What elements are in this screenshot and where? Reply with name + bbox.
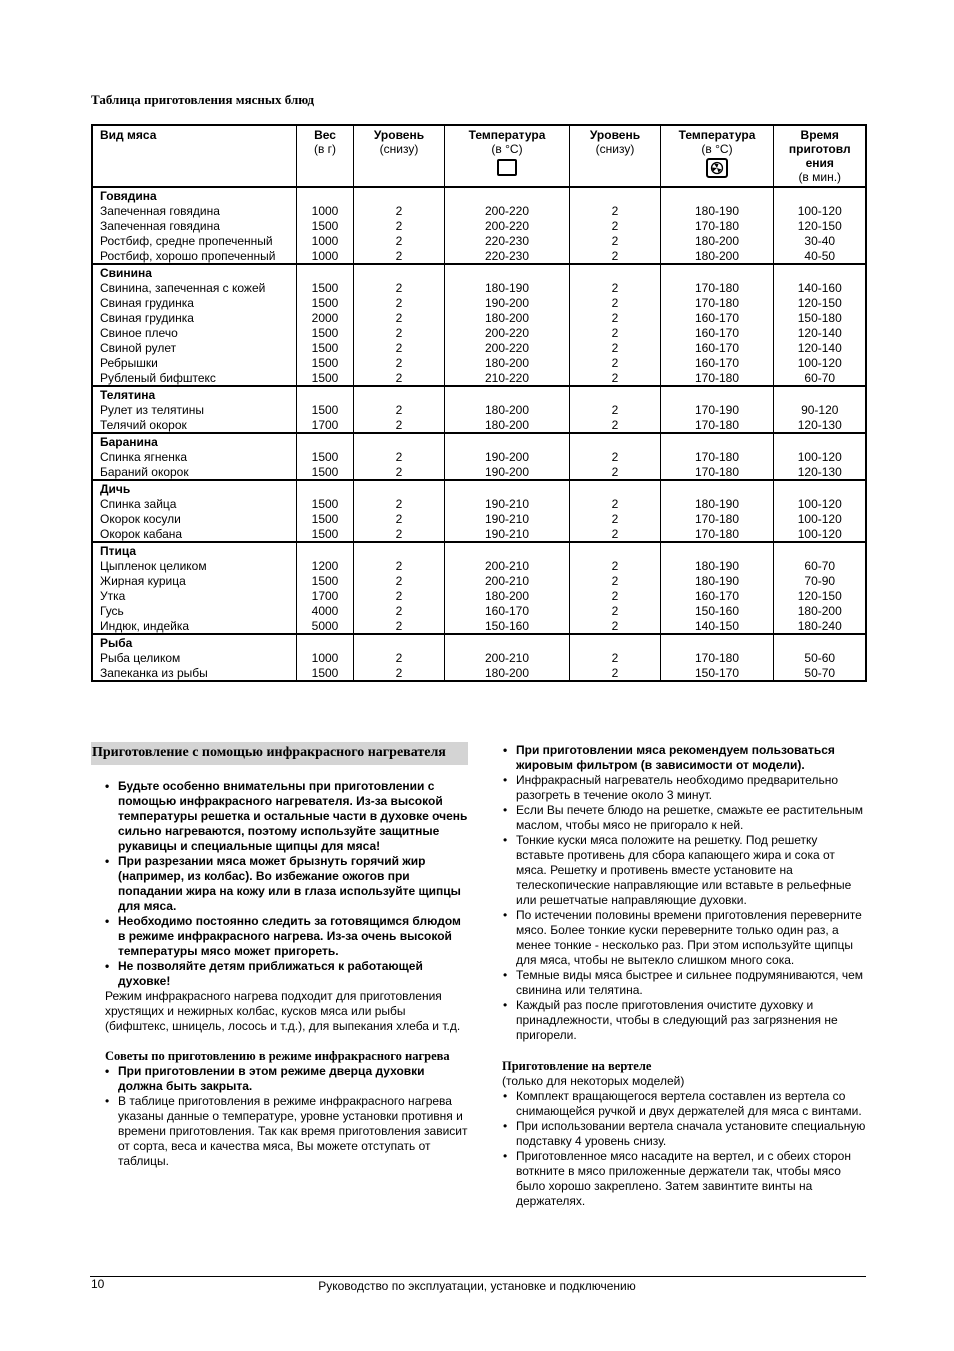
table-cell [773,542,866,558]
table-cell: 2 [569,280,660,295]
table-cell: 2 [569,665,660,681]
table-title: Таблица приготовления мясных блюд [91,92,315,107]
table-cell [569,480,660,496]
table-cell: Запеченная говядина [92,203,296,218]
table-cell: Ростбиф, средне пропеченный [92,233,296,248]
table-cell: 1000 [296,233,353,248]
table-cell: 200-220 [444,340,569,355]
table-cell: 2 [353,248,444,264]
footer-divider [90,1276,866,1277]
list-item: • Если Вы печете блюдо на решетке, смажьте ее растительным маслом, чтобы мясо не пригорало к ней. [502,803,866,833]
table-cell: 140-160 [773,280,866,295]
table-cell: 2 [353,558,444,573]
table-row [92,325,866,340]
table-cell [353,634,444,650]
table-row [92,355,866,370]
table-cell: 1700 [296,588,353,603]
table-row [92,295,866,310]
table-cell: 2 [353,588,444,603]
table-cell: 180-190 [660,496,773,511]
page-number: 10 [91,1277,105,1291]
table-cell: 190-200 [444,295,569,310]
table-cell [773,634,866,650]
table-cell: Рубленый бифштекс [92,370,296,386]
table-group-row [92,480,866,496]
header-time: Время приготовл ения (в мин.) [773,125,866,187]
table-cell: 1500 [296,295,353,310]
table-cell: 2 [569,449,660,464]
table-row [92,417,866,433]
table-cell [353,480,444,496]
table-cell: 190-200 [444,464,569,480]
table-cell: 2 [569,248,660,264]
table-cell: 1200 [296,558,353,573]
table-cell: 100-120 [773,511,866,526]
table-group-row [92,187,866,203]
table-cell: 180-200 [444,417,569,433]
table-cell: 2 [353,603,444,618]
list-item: • Инфракрасный нагреватель необходимо предварительно разогреть в течение около 3 минут. [502,773,866,803]
footer-text: Руководство по эксплуатации, установке и подключению [318,1279,636,1293]
table-cell: Гусь [92,603,296,618]
table-cell: 2 [353,618,444,634]
table-row [92,340,866,355]
infrared-paragraph: Режим инфракрасного нагрева подходит для приготовления хрустящих и нежирных колбас, кусков мяса или рыбы (бифштекс, шницель, лосось и т.д.), для выпекания хлеба и т.д. [105,989,461,1033]
table-cell: 2 [353,650,444,665]
table-cell: 2 [569,295,660,310]
table-row [92,449,866,464]
table-cell [444,386,569,402]
table-cell: 100-120 [773,449,866,464]
table-cell [296,634,353,650]
table-cell: 40-50 [773,248,866,264]
table-row [92,665,866,681]
group-name-cell: Говядина [92,187,296,203]
table-cell: 1500 [296,464,353,480]
table-cell: 2 [353,402,444,417]
table-cell: Ростбиф, хорошо пропеченный [92,248,296,264]
table-cell: 200-210 [444,650,569,665]
table-cell [444,187,569,203]
infrared-warnings [104,779,468,989]
table-cell: 170-180 [660,295,773,310]
table-row [92,233,866,248]
table-cell: 180-190 [444,280,569,295]
table-cell: 1500 [296,355,353,370]
table-cell: 170-180 [660,218,773,233]
table-cell: 1500 [296,218,353,233]
table-cell [444,264,569,280]
table-cell: 2 [353,370,444,386]
list-item: • При использовании вертела сначала установите специальную подставку 4 уровень снизу. [502,1119,866,1149]
list-item: • Приготовленное мясо насадите на вертел, и с обеих сторон воткните в мясо приложенные держатели так, чтобы мясо было хорошо закреплено. Затем завинтите винты на держателях. [502,1149,866,1209]
group-name-cell: Дичь [92,480,296,496]
list-item: • При приготовлении мяса рекомендуем пользоваться жировым фильтром (в зависимости от модели). [502,743,866,773]
group-name-cell: Птица [92,542,296,558]
table-row [92,203,866,218]
table-cell: 180-200 [444,355,569,370]
table-cell: 2 [569,355,660,370]
header-level-conventional: Уровень (снизу) [353,125,444,187]
table-cell: Цыпленок целиком [92,558,296,573]
table-cell [353,264,444,280]
table-cell: 2 [569,558,660,573]
table-cell [569,433,660,449]
table-cell [353,542,444,558]
table-group-row [92,634,866,650]
table-cell [569,634,660,650]
table-cell [773,433,866,449]
header-level-fan: Уровень (снизу) [569,125,660,187]
table-row [92,370,866,386]
table-cell: 160-170 [660,325,773,340]
table-cell [773,264,866,280]
table-cell: 220-230 [444,248,569,264]
group-name-cell: Рыба [92,634,296,650]
list-item: • В таблице приготовления в режиме инфракрасного нагрева указаны данные о температуре, уровне установки противня и времени приготовления. Так как время приготовления зависит от сорта, веса и качества мяса, Вы можете отступать от таблицы. [104,1094,468,1169]
table-cell: 1500 [296,280,353,295]
table-row [92,618,866,634]
table-cell: 60-70 [773,558,866,573]
table-cell: 120-130 [773,417,866,433]
table-cell: 1500 [296,573,353,588]
list-item: • Комплект вращающегося вертела составлен из вертела со снимающейся ручкой и двух держателей для мяса с винтами. [502,1089,866,1119]
list-item: • Не позволяйте детям приближаться к работающей духовке! [104,959,468,989]
conventional-heating-icon [497,159,517,176]
table-cell [296,264,353,280]
table-cell: 170-180 [660,449,773,464]
table-cell: Свиное плечо [92,325,296,340]
table-cell [569,187,660,203]
table-cell: 1500 [296,325,353,340]
table-cell: 2 [569,603,660,618]
list-item: • При разрезании мяса может брызнуть горячий жир (например, из колбас). Во избежание ожогов при попадании жира на кожу или в глаза используйте щипцы для мяса. [104,854,468,914]
table-cell: 120-140 [773,340,866,355]
table-cell: 2 [569,464,660,480]
infrared-section [91,742,468,1169]
table-cell: 170-180 [660,526,773,542]
table-cell: 2 [569,402,660,417]
table-cell: 2 [569,588,660,603]
table-cell: 2 [353,417,444,433]
table-cell: 180-240 [773,618,866,634]
spit-heading: Приготовление на вертеле [502,1059,652,1073]
table-group-row [92,433,866,449]
table-cell: 120-140 [773,325,866,340]
table-cell [296,187,353,203]
table-row [92,248,866,264]
meat-cooking-table [91,124,867,682]
table-cell: 180-200 [660,248,773,264]
table-cell: 2 [569,511,660,526]
table-cell: Спинка зайца [92,496,296,511]
table-cell: 2 [353,310,444,325]
table-cell: 120-150 [773,218,866,233]
list-item: • Каждый раз после приготовления очистите духовку и принадлежности, чтобы в следующий раз загрязнения не пригорели. [502,998,866,1043]
table-cell: 190-210 [444,526,569,542]
table-cell: 2000 [296,310,353,325]
table-cell: 220-230 [444,233,569,248]
table-cell: 160-170 [660,310,773,325]
table-cell: 2 [569,417,660,433]
list-item: • По истечении половины времени приготовления переверните мясо. Более тонкие куски переверните только один раз, а менее тонкие - несколько раз. При этом используйте щипцы для мяса, чтобы не вытекло слишком много сока. [502,908,866,968]
table-cell: 160-170 [660,588,773,603]
table-cell: 2 [569,650,660,665]
table-cell: 200-220 [444,325,569,340]
table-cell: 120-150 [773,295,866,310]
table-cell [569,386,660,402]
table-cell [296,542,353,558]
table-cell: 170-180 [660,280,773,295]
table-cell: 2 [353,449,444,464]
table-row [92,603,866,618]
table-cell: 2 [569,573,660,588]
table-cell: 160-170 [660,355,773,370]
list-item: • При приготовлении в этом режиме дверца духовки должна быть закрыта. [104,1064,468,1094]
list-item: • Темные виды мяса быстрее и сильнее подрумяниваются, чем свинина или телятина. [502,968,866,998]
table-cell: 2 [569,233,660,248]
table-cell: 2 [569,526,660,542]
table-cell [296,433,353,449]
spit-note: (только для некоторых моделей) [502,1074,685,1088]
table-cell: 2 [353,203,444,218]
table-cell: 150-180 [773,310,866,325]
group-name-cell: Свинина [92,264,296,280]
table-cell: 180-200 [444,588,569,603]
table-row [92,650,866,665]
table-group-row [92,386,866,402]
table-cell: 180-200 [444,402,569,417]
table-cell [660,542,773,558]
table-cell [660,433,773,449]
table-cell: 2 [353,355,444,370]
table-cell: 150-160 [660,603,773,618]
table-cell: 120-150 [773,588,866,603]
table-cell [773,480,866,496]
table-body [92,187,866,681]
table-cell [569,264,660,280]
table-row [92,280,866,295]
table-cell: 180-190 [660,573,773,588]
table-cell: 180-190 [660,558,773,573]
table-cell: 180-200 [773,603,866,618]
table-group-row [92,264,866,280]
table-cell: 2 [353,295,444,310]
table-row [92,402,866,417]
meat-tips-list [502,743,866,1043]
table-cell: Запеканка из рыбы [92,665,296,681]
table-cell: 200-220 [444,218,569,233]
table-cell: 2 [353,218,444,233]
table-cell: 2 [353,526,444,542]
table-cell: Рулет из телятины [92,402,296,417]
header-temp-fan: Температура (в °C) [660,125,773,187]
table-cell: 70-90 [773,573,866,588]
table-cell [444,634,569,650]
table-cell: 2 [569,618,660,634]
table-cell: Утка [92,588,296,603]
table-cell: 190-210 [444,496,569,511]
table-cell: 160-170 [444,603,569,618]
table-cell: 200-210 [444,573,569,588]
table-cell: 2 [353,665,444,681]
table-cell: Свиная грудинка [92,295,296,310]
table-cell: 210-220 [444,370,569,386]
table-cell: Индюк, индейка [92,618,296,634]
table-cell: Спинка ягненка [92,449,296,464]
table-row [92,496,866,511]
fan-heating-icon [706,158,728,178]
group-name-cell: Баранина [92,433,296,449]
table-cell [660,264,773,280]
table-cell [296,480,353,496]
table-row [92,573,866,588]
right-column [502,743,866,1209]
table-cell: 50-60 [773,650,866,665]
table-cell: 180-200 [660,233,773,248]
table-cell: Телячий окорок [92,417,296,433]
table-cell [660,634,773,650]
header-weight: Вес (в г) [296,125,353,187]
table-cell: 150-160 [444,618,569,634]
table-cell: 180-200 [444,665,569,681]
table-cell: 170-180 [660,464,773,480]
table-cell: 1000 [296,248,353,264]
table-cell: 1000 [296,203,353,218]
table-cell: 2 [353,511,444,526]
table-cell [660,386,773,402]
list-item: • Необходимо постоянно следить за готовящимся блюдом в режиме инфракрасного нагрева. Из-за очень высокой температуры мясо может пригореть. [104,914,468,959]
table-cell [296,386,353,402]
table-cell: 2 [569,370,660,386]
table-cell [444,433,569,449]
table-cell: 60-70 [773,370,866,386]
table-cell: Бараний окорок [92,464,296,480]
table-cell: 1500 [296,511,353,526]
table-cell: 90-120 [773,402,866,417]
table-cell [773,187,866,203]
table-row [92,588,866,603]
table-cell: 100-120 [773,203,866,218]
table-cell: 30-40 [773,233,866,248]
table-cell: 2 [569,218,660,233]
table-cell: 2 [353,573,444,588]
table-cell [569,542,660,558]
table-header-row [92,125,866,187]
table-cell: 170-180 [660,370,773,386]
table-cell: Запеченная говядина [92,218,296,233]
infrared-tips-heading: Советы по приготовлению в режиме инфракрасного нагрева [105,1049,450,1063]
group-name-cell: Телятина [92,386,296,402]
table-cell: 1500 [296,526,353,542]
table-cell: 1700 [296,417,353,433]
table-cell: Окорок кабана [92,526,296,542]
table-cell: Ребрышки [92,355,296,370]
table-cell: 5000 [296,618,353,634]
table-cell: 150-170 [660,665,773,681]
table-row [92,218,866,233]
table-cell [773,386,866,402]
table-cell: Жирная курица [92,573,296,588]
table-cell: 180-190 [660,203,773,218]
table-cell: 1500 [296,665,353,681]
table-cell: 1500 [296,402,353,417]
table-cell [444,480,569,496]
header-temp-conventional: Температура (в °C) [444,125,569,187]
table-cell [444,542,569,558]
table-cell: 100-120 [773,496,866,511]
table-cell: 200-220 [444,203,569,218]
table-cell: 160-170 [660,340,773,355]
table-cell: 2 [569,325,660,340]
table-cell: 4000 [296,603,353,618]
table-cell: 1500 [296,370,353,386]
table-row [92,310,866,325]
table-cell: 1500 [296,340,353,355]
table-cell: 1000 [296,650,353,665]
table-cell [353,433,444,449]
table-cell [660,187,773,203]
table-cell: Окорок косули [92,511,296,526]
table-cell: 2 [353,496,444,511]
table-cell: 50-70 [773,665,866,681]
table-cell: Свиной рулет [92,340,296,355]
infrared-tips [104,1064,468,1169]
table-cell [660,480,773,496]
header-meat: Вид мяса [92,125,296,187]
table-cell: 190-210 [444,511,569,526]
table-cell: 200-210 [444,558,569,573]
infrared-heading: Приготовление с помощью инфракрасного нагревателя [91,742,468,765]
table-cell: Рыба целиком [92,650,296,665]
table-cell: Свинина, запеченная с кожей [92,280,296,295]
table-cell: 170-190 [660,402,773,417]
table-cell: 2 [353,340,444,355]
table-cell: 2 [569,340,660,355]
table-cell: 180-200 [444,310,569,325]
table-cell: 2 [353,233,444,248]
table-cell: 2 [353,280,444,295]
table-cell: 190-200 [444,449,569,464]
table-row [92,526,866,542]
list-item: • Будьте особенно внимательны при приготовлении с помощью инфракрасного нагревателя. Из-за высокой температуры решетка и остальные части в духовке очень сильно нагреваются, поэтому используйте защитные рукавицы и специальные щипцы для мяса! [104,779,468,854]
table-cell: 100-120 [773,355,866,370]
spit-list [502,1089,866,1209]
table-row [92,558,866,573]
table-cell: 2 [569,203,660,218]
table-cell [353,386,444,402]
table-cell: 2 [353,464,444,480]
table-cell: 170-180 [660,417,773,433]
table-cell: 1500 [296,449,353,464]
table-cell: Свиная грудинка [92,310,296,325]
table-row [92,511,866,526]
table-cell: 170-180 [660,511,773,526]
table-cell: 120-130 [773,464,866,480]
table-cell [353,187,444,203]
list-item: • Тонкие куски мяса положите на решетку. Под решетку вставьте противень для сбора капающего жира и сока от мяса. Решетку и противень вместе установите на телескопические направляющие или вставьте в рельефные или решетчатые направляющие духовки. [502,833,866,908]
table-cell: 140-150 [660,618,773,634]
table-row [92,464,866,480]
table-cell: 100-120 [773,526,866,542]
table-group-row [92,542,866,558]
table-cell: 2 [569,496,660,511]
table-cell: 2 [569,310,660,325]
table-cell: 1500 [296,496,353,511]
table-cell: 170-180 [660,650,773,665]
table-cell: 2 [353,325,444,340]
